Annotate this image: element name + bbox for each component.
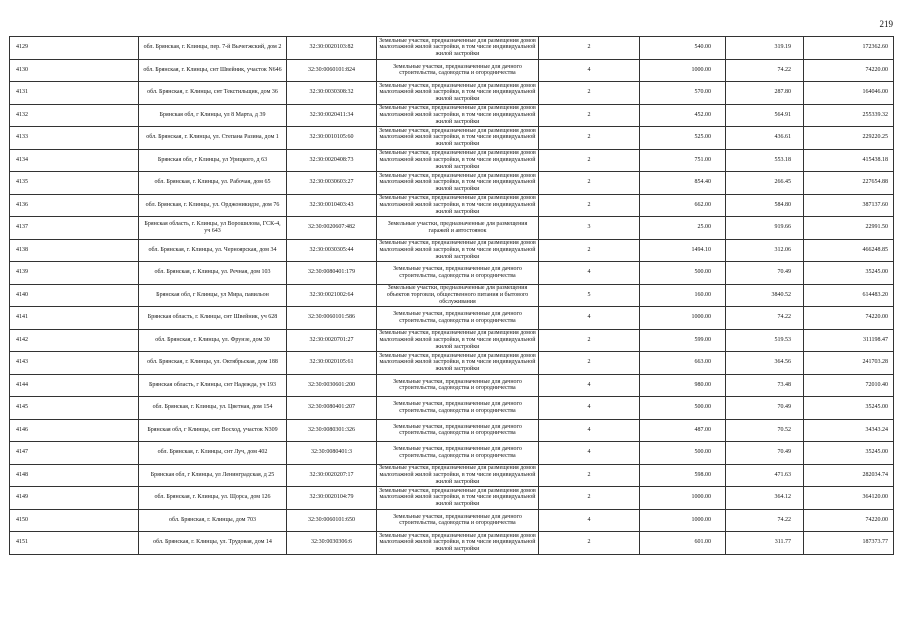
cadastral-value-cell: 255339.32 xyxy=(804,104,894,127)
cadastral-value-cell: 35245.00 xyxy=(804,262,894,285)
specific-value-cell: 319.19 xyxy=(726,37,804,60)
row-number: 4136 xyxy=(10,194,139,217)
table-row xyxy=(10,352,894,375)
specific-value-cell: 312.06 xyxy=(726,239,804,262)
land-use-cell: Земельные участки, предназначенные для дачного строительства, садоводства и огородничества xyxy=(377,509,539,532)
table-row xyxy=(10,532,894,555)
row-number: 4133 xyxy=(10,127,139,150)
table-row xyxy=(10,217,894,240)
group-number-cell: 5 xyxy=(539,284,640,307)
group-number-cell: 2 xyxy=(539,172,640,195)
table-row xyxy=(10,374,894,397)
address-cell: Брянская обл, г Клинцы, снт Восход, участок N309 xyxy=(139,419,287,442)
cadastral-value-cell: 229220.25 xyxy=(804,127,894,150)
group-number-cell: 2 xyxy=(539,329,640,352)
row-number: 4131 xyxy=(10,82,139,105)
land-use-cell: Земельные участки, предназначенные для размещения домов малоэтажной жилой застройки, в том числе индивидуальной жилой застройки xyxy=(377,149,539,172)
group-number-cell: 2 xyxy=(539,464,640,487)
group-number-cell: 4 xyxy=(539,509,640,532)
row-number: 4140 xyxy=(10,284,139,307)
address-cell: обл. Брянская, г. Клинцы, ул. Рабочая, дом 65 xyxy=(139,172,287,195)
cadastral-number-cell: 32:30:0080301:326 xyxy=(287,419,377,442)
address-cell: Брянская область, г. Клинцы, ул Ворошилова, ГСК-4, уч 643 xyxy=(139,217,287,240)
cadastral-value-cell: 74220.00 xyxy=(804,307,894,330)
row-number: 4144 xyxy=(10,374,139,397)
cadastral-value-cell: 387137.60 xyxy=(804,194,894,217)
cadastral-number-cell: 32:30:0030305:44 xyxy=(287,239,377,262)
cadastral-number-cell: 32:30:0010105:60 xyxy=(287,127,377,150)
area-cell: 662.00 xyxy=(640,194,726,217)
area-cell: 160.00 xyxy=(640,284,726,307)
group-number-cell: 2 xyxy=(539,149,640,172)
address-cell: Брянская обл, г Клинцы, ул Мира, павильон xyxy=(139,284,287,307)
land-use-cell: Земельные участки, предназначенные для размещения домов малоэтажной жилой застройки, в том числе индивидуальной жилой застройки xyxy=(377,82,539,105)
cadastral-value-cell: 172362.60 xyxy=(804,37,894,60)
land-use-cell: Земельные участки, предназначенные для размещения домов малоэтажной жилой застройки, в том числе индивидуальной жилой застройки xyxy=(377,352,539,375)
address-cell: Брянская область, г. Клинцы, снт Швейник, уч 628 xyxy=(139,307,287,330)
land-use-cell: Земельные участки, предназначенные для размещения гаражей и автостоянок xyxy=(377,217,539,240)
group-number-cell: 4 xyxy=(539,442,640,465)
cadastral-value-cell: 74220.00 xyxy=(804,509,894,532)
table-row xyxy=(10,172,894,195)
address-cell: обл. Брянская, г. Клинцы, ул. Цветная, дом 154 xyxy=(139,397,287,420)
land-use-cell: Земельные участки, предназначенные для размещения домов малоэтажной жилой застройки, в том числе индивидуальной жилой застройки xyxy=(377,532,539,555)
area-cell: 1000.00 xyxy=(640,59,726,82)
specific-value-cell: 74.22 xyxy=(726,59,804,82)
land-use-cell: Земельные участки, предназначенные для дачного строительства, садоводства и огородничества xyxy=(377,262,539,285)
cadastral-number-cell: 32:30:0060101:824 xyxy=(287,59,377,82)
specific-value-cell: 74.22 xyxy=(726,307,804,330)
group-number-cell: 2 xyxy=(539,352,640,375)
cadastral-value-cell: 35245.00 xyxy=(804,442,894,465)
cadastral-number-cell: 32:30:0030601:200 xyxy=(287,374,377,397)
row-number: 4151 xyxy=(10,532,139,555)
group-number-cell: 2 xyxy=(539,194,640,217)
address-cell: обл. Брянская, г. Клинцы, снт Текстильщик, дом 36 xyxy=(139,82,287,105)
cadastral-number-cell: 32:30:0030306:6 xyxy=(287,532,377,555)
cadastral-number-cell: 32:30:0010403:43 xyxy=(287,194,377,217)
row-number: 4130 xyxy=(10,59,139,82)
group-number-cell: 2 xyxy=(539,239,640,262)
group-number-cell: 3 xyxy=(539,217,640,240)
land-use-cell: Земельные участки, предназначенные для размещения домов малоэтажной жилой застройки, в том числе индивидуальной жилой застройки xyxy=(377,329,539,352)
specific-value-cell: 311.77 xyxy=(726,532,804,555)
specific-value-cell: 919.66 xyxy=(726,217,804,240)
address-cell: обл. Брянская, г. Клинцы, ул. Речная, дом 103 xyxy=(139,262,287,285)
specific-value-cell: 74.22 xyxy=(726,509,804,532)
cadastral-value-cell: 227654.88 xyxy=(804,172,894,195)
row-number: 4143 xyxy=(10,352,139,375)
cadastral-number-cell: 32:30:0020104:79 xyxy=(287,487,377,510)
cadastral-value-table xyxy=(9,36,894,555)
specific-value-cell: 70.52 xyxy=(726,419,804,442)
specific-value-cell: 553.18 xyxy=(726,149,804,172)
table-row xyxy=(10,329,894,352)
cadastral-value-cell: 311198.47 xyxy=(804,329,894,352)
group-number-cell: 2 xyxy=(539,127,640,150)
row-number: 4146 xyxy=(10,419,139,442)
area-cell: 500.00 xyxy=(640,262,726,285)
area-cell: 1000.00 xyxy=(640,509,726,532)
cadastral-number-cell: 32:30:0060101:650 xyxy=(287,509,377,532)
table-row xyxy=(10,509,894,532)
area-cell: 751.00 xyxy=(640,149,726,172)
area-cell: 663.00 xyxy=(640,352,726,375)
table-row xyxy=(10,397,894,420)
table-row xyxy=(10,149,894,172)
land-use-cell: Земельные участки, предназначенные для дачного строительства, садоводства и огородничества xyxy=(377,419,539,442)
cadastral-value-cell: 466248.85 xyxy=(804,239,894,262)
table-row xyxy=(10,104,894,127)
land-use-cell: Земельные участки, предназначенные для размещения домов малоэтажной жилой застройки, в том числе индивидуальной жилой застройки xyxy=(377,194,539,217)
row-number: 4138 xyxy=(10,239,139,262)
cadastral-value-cell: 282034.74 xyxy=(804,464,894,487)
cadastral-number-cell: 32:30:0030603:27 xyxy=(287,172,377,195)
row-number: 4141 xyxy=(10,307,139,330)
row-number: 4149 xyxy=(10,487,139,510)
address-cell: обл. Брянская, г. Клинцы, дом 703 xyxy=(139,509,287,532)
address-cell: обл. Брянская, г. Клинцы, ул. Орджоникидзе, дом 76 xyxy=(139,194,287,217)
address-cell: Брянская обл, г Клинцы, ул Ленинградская, д 25 xyxy=(139,464,287,487)
group-number-cell: 2 xyxy=(539,532,640,555)
specific-value-cell: 519.53 xyxy=(726,329,804,352)
specific-value-cell: 266.45 xyxy=(726,172,804,195)
table-row xyxy=(10,239,894,262)
area-cell: 570.00 xyxy=(640,82,726,105)
land-use-cell: Земельные участки, предназначенные для дачного строительства, садоводства и огородничества xyxy=(377,374,539,397)
specific-value-cell: 364.56 xyxy=(726,352,804,375)
area-cell: 1000.00 xyxy=(640,307,726,330)
table-row xyxy=(10,464,894,487)
land-use-cell: Земельные участки, предназначенные для дачного строительства, садоводства и огородничества xyxy=(377,397,539,420)
group-number-cell: 2 xyxy=(539,37,640,60)
table-row xyxy=(10,59,894,82)
row-number: 4132 xyxy=(10,104,139,127)
table-row xyxy=(10,127,894,150)
address-cell: обл. Брянская, г. Клинцы, ул. Черноярская, дом 34 xyxy=(139,239,287,262)
row-number: 4137 xyxy=(10,217,139,240)
address-cell: обл. Брянская, г. Клинцы, пер. 7-й Вычегжский, дом 2 xyxy=(139,37,287,60)
area-cell: 525.00 xyxy=(640,127,726,150)
land-use-cell: Земельные участки, предназначенные для размещения домов малоэтажной жилой застройки, в том числе индивидуальной жилой застройки xyxy=(377,37,539,60)
area-cell: 500.00 xyxy=(640,397,726,420)
specific-value-cell: 3840.52 xyxy=(726,284,804,307)
cadastral-value-cell: 187373.77 xyxy=(804,532,894,555)
cadastral-number-cell: 32:30:0060101:586 xyxy=(287,307,377,330)
group-number-cell: 2 xyxy=(539,104,640,127)
cadastral-number-cell: 32:30:0020411:34 xyxy=(287,104,377,127)
row-number: 4134 xyxy=(10,149,139,172)
area-cell: 1000.00 xyxy=(640,487,726,510)
cadastral-number-cell: 32:30:0020701:27 xyxy=(287,329,377,352)
group-number-cell: 2 xyxy=(539,487,640,510)
land-use-cell: Земельные участки, предназначенные для размещения домов малоэтажной жилой застройки, в том числе индивидуальной жилой застройки xyxy=(377,239,539,262)
cadastral-value-cell: 164046.00 xyxy=(804,82,894,105)
area-cell: 540.00 xyxy=(640,37,726,60)
cadastral-number-cell: 32:30:0080401:179 xyxy=(287,262,377,285)
area-cell: 500.00 xyxy=(640,442,726,465)
cadastral-value-cell: 34343.24 xyxy=(804,419,894,442)
cadastral-value-cell: 241703.28 xyxy=(804,352,894,375)
specific-value-cell: 287.80 xyxy=(726,82,804,105)
row-number: 4145 xyxy=(10,397,139,420)
specific-value-cell: 584.80 xyxy=(726,194,804,217)
table-row xyxy=(10,262,894,285)
group-number-cell: 2 xyxy=(539,82,640,105)
specific-value-cell: 70.49 xyxy=(726,442,804,465)
cadastral-value-cell: 415438.18 xyxy=(804,149,894,172)
area-cell: 601.00 xyxy=(640,532,726,555)
area-cell: 598.00 xyxy=(640,464,726,487)
specific-value-cell: 364.12 xyxy=(726,487,804,510)
area-cell: 487.00 xyxy=(640,419,726,442)
cadastral-number-cell: 32:30:0021002:64 xyxy=(287,284,377,307)
group-number-cell: 4 xyxy=(539,59,640,82)
area-cell: 599.00 xyxy=(640,329,726,352)
table-body xyxy=(10,37,894,555)
cadastral-number-cell: 32:30:0030308:32 xyxy=(287,82,377,105)
table-row xyxy=(10,82,894,105)
address-cell: обл. Брянская, г. Клинцы, снт Луч, дом 402 xyxy=(139,442,287,465)
specific-value-cell: 70.49 xyxy=(726,262,804,285)
group-number-cell: 4 xyxy=(539,397,640,420)
table-row xyxy=(10,487,894,510)
table-row xyxy=(10,419,894,442)
group-number-cell: 4 xyxy=(539,262,640,285)
cadastral-value-cell: 74220.00 xyxy=(804,59,894,82)
address-cell: обл. Брянская, г. Клинцы, ул. Трудовая, дом 14 xyxy=(139,532,287,555)
land-use-cell: Земельные участки, предназначенные для размещения домов малоэтажной жилой застройки, в том числе индивидуальной жилой застройки xyxy=(377,104,539,127)
specific-value-cell: 471.63 xyxy=(726,464,804,487)
cadastral-number-cell: 32:30:0080401:3 xyxy=(287,442,377,465)
row-number: 4147 xyxy=(10,442,139,465)
cadastral-number-cell: 32:30:0020105:61 xyxy=(287,352,377,375)
area-cell: 1494.10 xyxy=(640,239,726,262)
table-row xyxy=(10,307,894,330)
group-number-cell: 4 xyxy=(539,307,640,330)
page-number: 219 xyxy=(879,19,893,29)
land-use-cell: Земельные участки, предназначенные для размещения домов малоэтажной жилой застройки, в том числе индивидуальной жилой застройки xyxy=(377,464,539,487)
specific-value-cell: 564.91 xyxy=(726,104,804,127)
cadastral-value-cell: 22991.50 xyxy=(804,217,894,240)
address-cell: обл. Брянская, г. Клинцы, ул. Степана Разина, дом 1 xyxy=(139,127,287,150)
table-row xyxy=(10,37,894,60)
area-cell: 452.00 xyxy=(640,104,726,127)
cadastral-value-cell: 72010.40 xyxy=(804,374,894,397)
land-use-cell: Земельные участки, предназначенные для дачного строительства, садоводства и огородничества xyxy=(377,307,539,330)
land-use-cell: Земельные участки, предназначенные для размещения домов малоэтажной жилой застройки, в том числе индивидуальной жилой застройки xyxy=(377,487,539,510)
address-cell: обл. Брянская, г. Клинцы, ул. Щорса, дом 126 xyxy=(139,487,287,510)
address-cell: обл. Брянская, г. Клинцы, ул. Октябрьская, дом 188 xyxy=(139,352,287,375)
area-cell: 980.00 xyxy=(640,374,726,397)
address-cell: Брянская обл, г Клинцы, ул Урицкого, д 63 xyxy=(139,149,287,172)
cadastral-number-cell: 32:30:0020607:482 xyxy=(287,217,377,240)
land-use-cell: Земельные участки, предназначенные для размещения объектов торговли, общественного питания и бытового обслуживания xyxy=(377,284,539,307)
table-row xyxy=(10,284,894,307)
land-use-cell: Земельные участки, предназначенные для дачного строительства, садоводства и огородничества xyxy=(377,59,539,82)
specific-value-cell: 70.49 xyxy=(726,397,804,420)
cadastral-value-cell: 614483.20 xyxy=(804,284,894,307)
land-use-cell: Земельные участки, предназначенные для размещения домов малоэтажной жилой застройки, в том числе индивидуальной жилой застройки xyxy=(377,172,539,195)
cadastral-value-cell: 35245.00 xyxy=(804,397,894,420)
address-cell: Брянская обл, г Клинцы, ул 8 Марта, д 39 xyxy=(139,104,287,127)
table-row xyxy=(10,442,894,465)
land-use-cell: Земельные участки, предназначенные для дачного строительства, садоводства и огородничества xyxy=(377,442,539,465)
cadastral-number-cell: 32:30:0020207:17 xyxy=(287,464,377,487)
row-number: 4139 xyxy=(10,262,139,285)
row-number: 4135 xyxy=(10,172,139,195)
table-row xyxy=(10,194,894,217)
address-cell: обл. Брянская, г. Клинцы, снт Швейник, участок N646 xyxy=(139,59,287,82)
area-cell: 25.00 xyxy=(640,217,726,240)
land-use-cell: Земельные участки, предназначенные для размещения домов малоэтажной жилой застройки, в том числе индивидуальной жилой застройки xyxy=(377,127,539,150)
address-cell: Брянская область, г Клинцы, снт Надежда, уч 193 xyxy=(139,374,287,397)
cadastral-value-cell: 364120.00 xyxy=(804,487,894,510)
group-number-cell: 4 xyxy=(539,374,640,397)
cadastral-number-cell: 32:30:0080401:207 xyxy=(287,397,377,420)
row-number: 4142 xyxy=(10,329,139,352)
cadastral-number-cell: 32:30:0020408:73 xyxy=(287,149,377,172)
cadastral-number-cell: 32:30:0020103:82 xyxy=(287,37,377,60)
specific-value-cell: 73.48 xyxy=(726,374,804,397)
address-cell: обл. Брянская, г. Клинцы, ул. Фрунзе, дом 30 xyxy=(139,329,287,352)
group-number-cell: 4 xyxy=(539,419,640,442)
area-cell: 854.40 xyxy=(640,172,726,195)
specific-value-cell: 436.61 xyxy=(726,127,804,150)
row-number: 4148 xyxy=(10,464,139,487)
row-number: 4150 xyxy=(10,509,139,532)
row-number: 4129 xyxy=(10,37,139,60)
